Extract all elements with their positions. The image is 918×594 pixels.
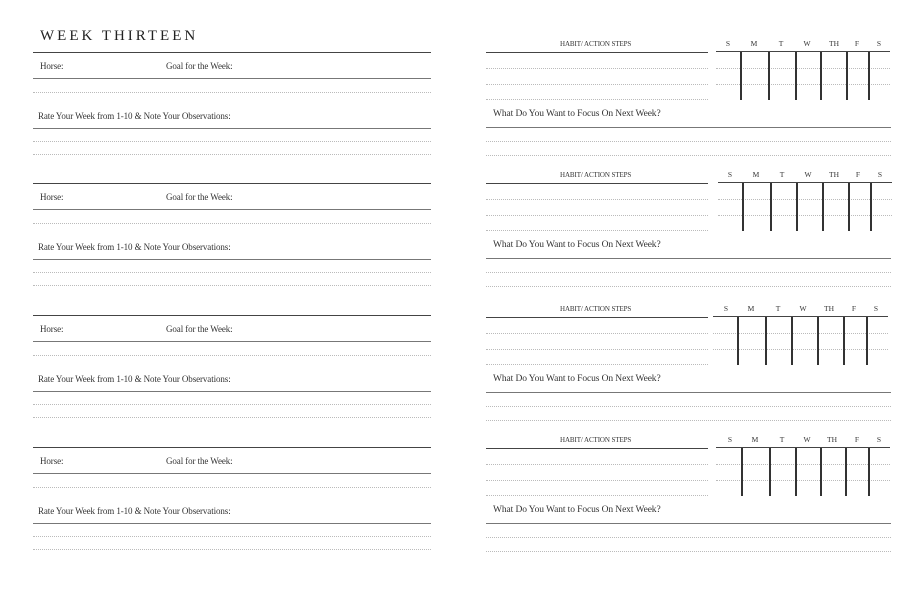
habit-writing-line <box>486 480 708 481</box>
focus-next-week-label: What Do You Want to Focus On Next Week? <box>493 109 661 119</box>
day-header: TH <box>829 39 839 48</box>
writing-line <box>33 209 431 210</box>
dotted-writing-line <box>486 420 891 421</box>
writing-line <box>33 78 431 79</box>
horse-label: Horse: <box>40 192 64 202</box>
tracker-column-divider <box>866 317 868 365</box>
dotted-writing-line <box>33 549 431 550</box>
tracker-column-divider <box>765 317 767 365</box>
dotted-writing-line <box>33 154 431 155</box>
page-title: WEEK THIRTEEN <box>40 28 199 44</box>
tracker-row-line <box>718 199 892 200</box>
day-header: F <box>855 170 861 179</box>
habit-writing-line <box>486 199 708 200</box>
habit-writing-line <box>486 68 708 69</box>
day-header: T <box>778 39 784 48</box>
dotted-writing-line <box>33 417 431 418</box>
tracker-column-divider <box>740 52 742 100</box>
day-header: TH <box>824 304 834 313</box>
dotted-writing-line <box>33 92 431 93</box>
focus-next-week-label: What Do You Want to Focus On Next Week? <box>493 505 661 515</box>
tracker-column-divider <box>796 183 798 231</box>
tracker-column-divider <box>843 317 845 365</box>
day-header: S <box>727 435 733 444</box>
dotted-writing-line <box>33 285 431 286</box>
day-header-line <box>713 316 888 317</box>
habit-writing-line <box>486 230 708 231</box>
day-header: W <box>804 170 812 179</box>
tracker-column-divider <box>795 52 797 100</box>
dotted-writing-line <box>486 272 891 273</box>
tracker-column-divider <box>820 448 822 496</box>
tracker-column-divider <box>791 317 793 365</box>
day-header: W <box>803 39 811 48</box>
dotted-writing-line <box>33 223 431 224</box>
focus-next-week-label: What Do You Want to Focus On Next Week? <box>493 374 661 384</box>
day-header: M <box>751 435 759 444</box>
habit-writing-line <box>486 333 708 334</box>
day-header: F <box>851 304 857 313</box>
day-header: S <box>877 170 883 179</box>
dotted-writing-line <box>486 537 891 538</box>
habit-header-line <box>486 317 708 318</box>
horse-label: Horse: <box>40 456 64 466</box>
tracker-column-divider <box>868 52 870 100</box>
tracker-row-line <box>718 215 892 216</box>
habit-action-steps-header: HABIT/ ACTION STEPS <box>560 436 632 444</box>
dotted-writing-line <box>33 141 431 142</box>
dotted-writing-line <box>33 536 431 537</box>
habit-writing-line <box>486 215 708 216</box>
writing-line <box>33 473 431 474</box>
habit-action-steps-header: HABIT/ ACTION STEPS <box>560 40 632 48</box>
rate-week-label: Rate Your Week from 1-10 & Note Your Observations: <box>38 111 231 121</box>
tracker-row-line <box>713 349 888 350</box>
dotted-writing-line <box>33 355 431 356</box>
day-header: T <box>779 170 785 179</box>
dotted-writing-line <box>33 487 431 488</box>
horse-label: Horse: <box>40 61 64 71</box>
day-header: M <box>750 39 758 48</box>
day-header: W <box>803 435 811 444</box>
horse-label: Horse: <box>40 324 64 334</box>
day-header: S <box>723 304 729 313</box>
day-header: M <box>747 304 755 313</box>
writing-line <box>33 391 431 392</box>
tracker-column-divider <box>822 183 824 231</box>
writing-line <box>33 523 431 524</box>
writing-line <box>486 392 891 393</box>
rate-week-label: Rate Your Week from 1-10 & Note Your Observations: <box>38 506 231 516</box>
tracker-column-divider <box>848 183 850 231</box>
day-header: S <box>873 304 879 313</box>
writing-line <box>486 523 891 524</box>
goal-label: Goal for the Week: <box>166 456 233 466</box>
habit-action-steps-header: HABIT/ ACTION STEPS <box>560 171 632 179</box>
tracker-column-divider <box>845 448 847 496</box>
goal-label: Goal for the Week: <box>166 192 233 202</box>
day-header: S <box>876 435 882 444</box>
writing-line <box>33 341 431 342</box>
day-header: S <box>727 170 733 179</box>
dotted-writing-line <box>486 155 891 156</box>
dotted-writing-line <box>486 551 891 552</box>
writing-line <box>486 127 891 128</box>
tracker-column-divider <box>820 52 822 100</box>
habit-header-line <box>486 52 708 53</box>
tracker-row-line <box>713 333 888 334</box>
day-header: W <box>799 304 807 313</box>
day-header-line <box>716 51 890 52</box>
habit-writing-line <box>486 464 708 465</box>
tracker-column-divider <box>741 448 743 496</box>
day-header: TH <box>827 435 837 444</box>
dotted-writing-line <box>33 272 431 273</box>
habit-header-line <box>486 183 708 184</box>
habit-writing-line <box>486 84 708 85</box>
day-header: M <box>752 170 760 179</box>
tracker-row-line <box>716 68 890 69</box>
habit-action-steps-header: HABIT/ ACTION STEPS <box>560 305 632 313</box>
habit-header-line <box>486 448 708 449</box>
dotted-writing-line <box>486 286 891 287</box>
habit-writing-line <box>486 364 708 365</box>
day-header: F <box>854 39 860 48</box>
tracker-column-divider <box>769 448 771 496</box>
goal-label: Goal for the Week: <box>166 61 233 71</box>
day-header: T <box>779 435 785 444</box>
section-divider <box>33 315 431 316</box>
writing-line <box>33 128 431 129</box>
tracker-row-line <box>716 84 890 85</box>
tracker-column-divider <box>742 183 744 231</box>
rate-week-label: Rate Your Week from 1-10 & Note Your Observations: <box>38 374 231 384</box>
writing-line <box>486 258 891 259</box>
section-divider <box>33 447 431 448</box>
habit-writing-line <box>486 495 708 496</box>
goal-label: Goal for the Week: <box>166 324 233 334</box>
day-header: S <box>725 39 731 48</box>
habit-writing-line <box>486 349 708 350</box>
section-divider <box>33 183 431 184</box>
tracker-column-divider <box>770 183 772 231</box>
day-header: TH <box>829 170 839 179</box>
tracker-column-divider <box>795 448 797 496</box>
rate-week-label: Rate Your Week from 1-10 & Note Your Observations: <box>38 242 231 252</box>
day-header-line <box>718 182 892 183</box>
tracker-column-divider <box>870 183 872 231</box>
tracker-column-divider <box>817 317 819 365</box>
dotted-writing-line <box>486 406 891 407</box>
tracker-column-divider <box>868 448 870 496</box>
day-header: S <box>876 39 882 48</box>
day-header: T <box>775 304 781 313</box>
tracker-column-divider <box>737 317 739 365</box>
dotted-writing-line <box>33 404 431 405</box>
writing-line <box>33 259 431 260</box>
tracker-column-divider <box>768 52 770 100</box>
focus-next-week-label: What Do You Want to Focus On Next Week? <box>493 240 661 250</box>
dotted-writing-line <box>486 141 891 142</box>
tracker-column-divider <box>846 52 848 100</box>
day-header: F <box>854 435 860 444</box>
section-divider <box>33 52 431 53</box>
habit-writing-line <box>486 99 708 100</box>
